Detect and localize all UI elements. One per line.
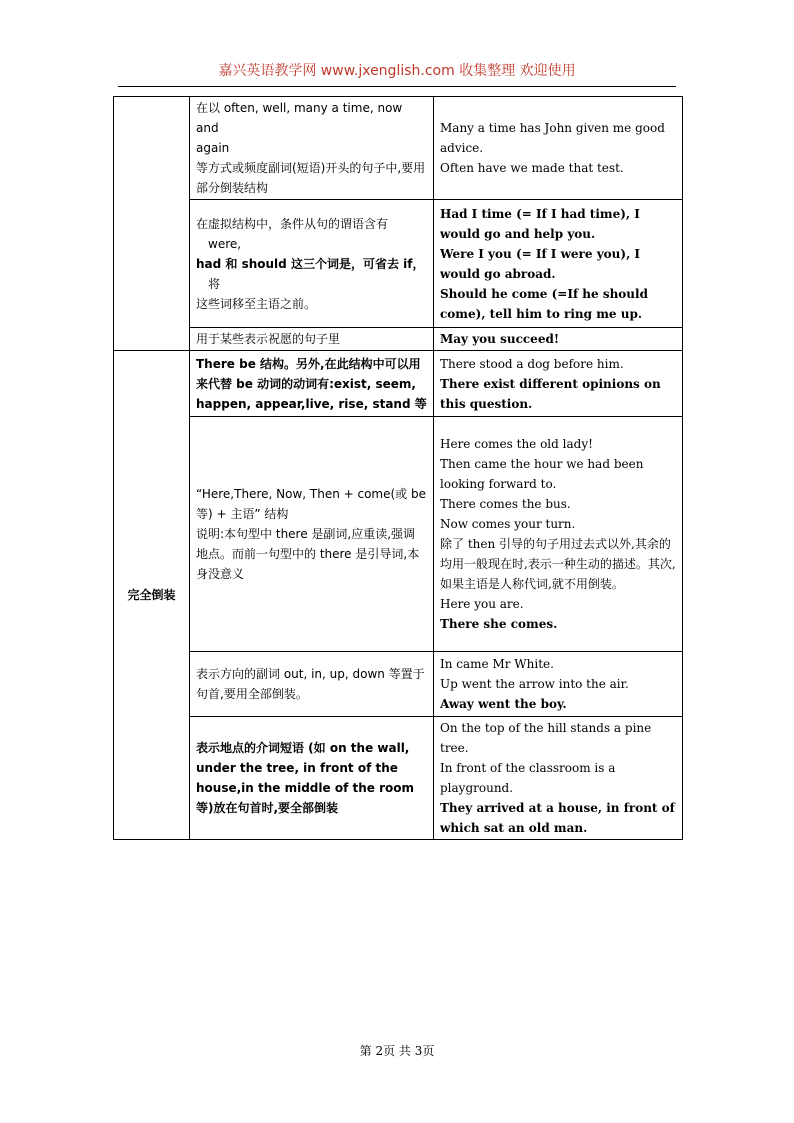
example-text: On the top of the hill stands a pine tree. xyxy=(440,721,652,755)
example-text: Were I you (= If I were you), I would go abroad. xyxy=(440,246,641,281)
rule-text: 将 xyxy=(208,276,221,291)
table-row xyxy=(114,200,683,328)
table-row xyxy=(114,351,683,417)
rule-text: 说明:本句型中 there 是副词,应重读,强调地点。而前一句型中的 there 是引导词,本身没意义 xyxy=(196,527,420,581)
example-cell xyxy=(434,652,683,717)
rule-text: “Here,There, Now, Then + come(或 be 等) + 主语” 结构 xyxy=(196,487,426,521)
example-text: 除了 then 引导的句子用过去式以外,其余的均用一般现在时,表示一种生动的描述。其次,如果主语是人称代词,就不用倒装。 xyxy=(440,537,676,591)
rule-cell xyxy=(190,200,434,328)
example-text: Now comes your turn. xyxy=(440,517,576,531)
example-cell xyxy=(434,717,683,840)
page-number: 第 2页 共 3页 xyxy=(359,1044,435,1058)
example-text: There comes the bus. xyxy=(440,497,571,511)
rule-text: There be 结构。另外,在此结构中可以用来代替 be 动词的动词有:exist, seem, happen, appear,live, rise, stand 等 xyxy=(196,356,427,411)
example-text: Up went the arrow into the air. xyxy=(440,677,629,691)
example-cell xyxy=(434,351,683,417)
rule-cell xyxy=(190,97,434,200)
table-row xyxy=(114,328,683,351)
example-text: They arrived at a house, in front of which sat an old man. xyxy=(440,801,675,835)
rule-cell xyxy=(190,328,434,351)
rule-text: 在虚拟结构中，条件从句的谓语含有 xyxy=(196,216,389,231)
example-text: Then came the hour we had been looking forward to. xyxy=(440,457,644,491)
example-text: In front of the classroom is a playground. xyxy=(440,761,616,795)
table-row xyxy=(114,652,683,717)
table-row xyxy=(114,417,683,652)
category-full: 完全倒装 xyxy=(114,351,190,840)
header-divider xyxy=(118,86,676,87)
example-text: There she comes. xyxy=(440,617,558,631)
example-text: Should he come (=If he should come), tell him to ring me up. xyxy=(440,286,648,321)
example-text: Here comes the old lady! xyxy=(440,437,593,451)
rule-cell xyxy=(190,417,434,652)
table-row xyxy=(114,97,683,200)
rule-cell xyxy=(190,351,434,417)
example-text: Away went the boy. xyxy=(440,697,567,711)
rule-text: had 和 should 这三个词是，可省去 if， xyxy=(196,256,425,271)
rule-text: were, xyxy=(208,236,242,251)
example-text: Many a time has John given me good advice. xyxy=(440,121,665,155)
example-text: There stood a dog before him. xyxy=(440,356,624,371)
rule-text: 用于某些表示祝愿的句子里 xyxy=(196,332,341,346)
rule-cell xyxy=(190,652,434,717)
example-text: In came Mr White. xyxy=(440,657,554,671)
example-cell xyxy=(434,200,683,328)
rule-text: 等方式或频度副词(短语)开头的句子中,要用部分倒装结构 xyxy=(196,161,426,195)
example-cell xyxy=(434,97,683,200)
example-text: There exist different opinions on this question. xyxy=(440,376,661,411)
example-text: May you succeed! xyxy=(440,332,560,346)
rule-text: 在以 often, well, many a time, now and xyxy=(196,101,403,135)
example-cell xyxy=(434,328,683,351)
category-partial xyxy=(114,97,190,351)
rule-cell xyxy=(190,717,434,840)
rule-text: 表示地点的介词短语 (如 on the wall, under the tree, in front of the house,in the middle of the room 等)放在句首时,要全部倒装 xyxy=(196,741,414,815)
site-header: 嘉兴英语教学网 www.jxenglish.com 收集整理 欢迎使用 xyxy=(218,63,576,79)
rule-text: 这些词移至主语之前。 xyxy=(196,296,317,311)
table-row xyxy=(114,717,683,840)
rule-text: again xyxy=(196,141,230,155)
example-text: Had I time (= If I had time), I would go and help you. xyxy=(440,206,640,241)
example-cell xyxy=(434,417,683,652)
example-text: Often have we made that test. xyxy=(440,161,624,175)
example-text: Here you are. xyxy=(440,597,524,611)
rule-text: 表示方向的副词 out, in, up, down 等置于句首,要用全部倒装。 xyxy=(196,667,425,701)
inversion-table xyxy=(113,96,683,840)
